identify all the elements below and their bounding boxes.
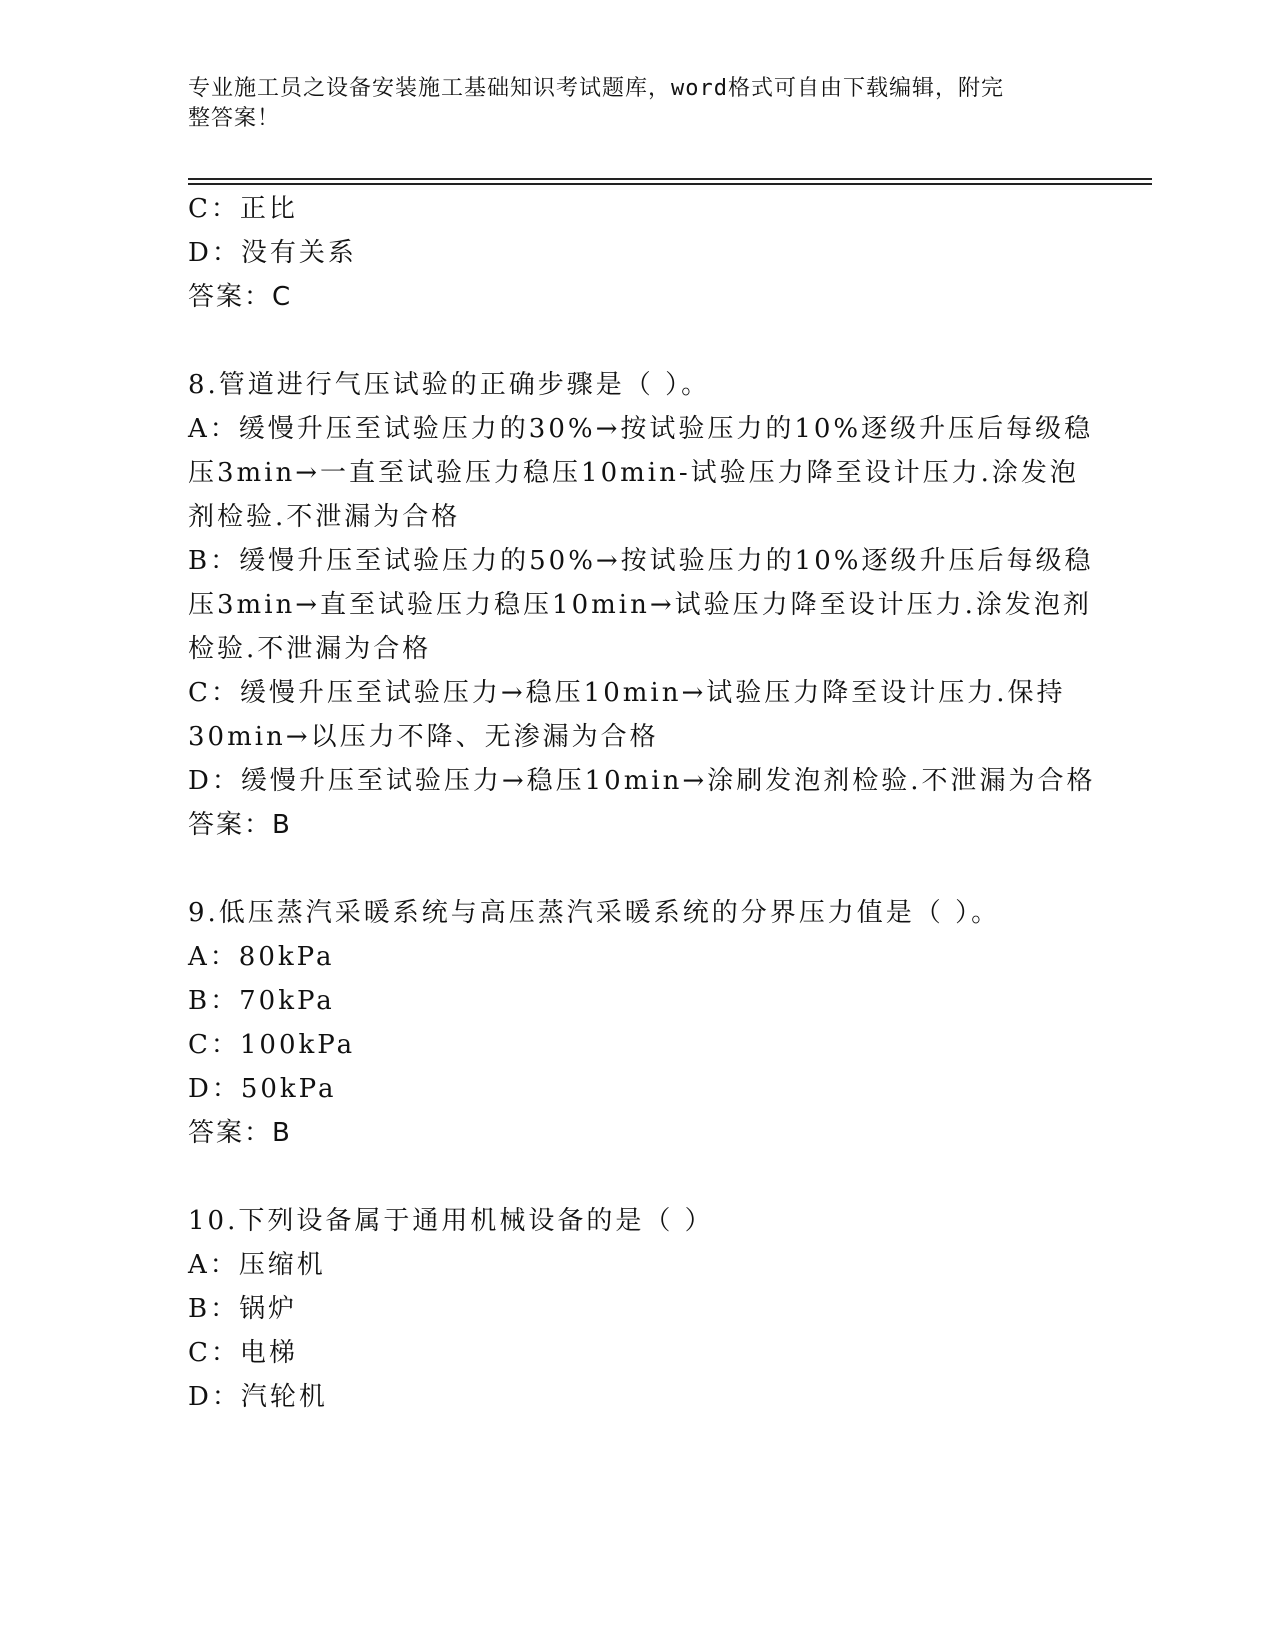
- q8-option-c-line-2: 30min→以压力不降、无渗漏为合格: [188, 722, 659, 752]
- document-header: [188, 74, 1068, 134]
- q10-stem: 10.下列设备属于通用机械设备的是（ ）: [188, 1206, 714, 1236]
- q7-answer: 答案：C: [188, 282, 293, 312]
- q9-answer: 答案：B: [188, 1118, 292, 1148]
- q8-option-c-line-1: C：缓慢升压至试验压力→稳压10min→试验压力降至设计压力.保持: [188, 678, 1066, 708]
- q8-option-b-line-1: B：缓慢升压至试验压力的50%→按试验压力的10%逐级升压后每级稳: [188, 546, 1094, 576]
- q10-option-a: A：压缩机: [188, 1250, 326, 1280]
- q8-option-d: D：缓慢升压至试验压力→稳压10min→涂刷发泡剂检验.不泄漏为合格: [188, 766, 1096, 796]
- q8-option-b-line-3: 检验.不泄漏为合格: [188, 634, 432, 664]
- q9-option-d: D：50kPa: [188, 1074, 337, 1104]
- q10-option-b: B：锅炉: [188, 1294, 298, 1324]
- q9-option-b: B：70kPa: [188, 986, 335, 1016]
- q8-option-b-line-2: 压3min→直至试验压力稳压10min→试验压力降至设计压力.涂发泡剂: [188, 590, 1092, 620]
- q8-option-a-line-2: 压3min→一直至试验压力稳压10min-试验压力降至设计压力.涂发泡: [188, 458, 1079, 488]
- header-line-1: 专业施工员之设备安装施工基础知识考试题库，word格式可自由下载编辑，附完: [188, 76, 1004, 101]
- q9-option-c: C：100kPa: [188, 1030, 356, 1060]
- q8-stem: 8.管道进行气压试验的正确步骤是（ ）。: [188, 370, 711, 400]
- header-divider-top: [188, 178, 1152, 180]
- q7-option-d: D：没有关系: [188, 238, 357, 268]
- q7-option-c: C：正比: [188, 194, 298, 224]
- q9-option-a: A：80kPa: [188, 942, 335, 972]
- q10-option-c: C：电梯: [188, 1338, 298, 1368]
- q8-option-a-line-1: A：缓慢升压至试验压力的30%→按试验压力的10%逐级升压后每级稳: [188, 414, 1094, 444]
- q10-option-d: D：汽轮机: [188, 1382, 328, 1412]
- q8-option-a-line-3: 剂检验.不泄漏为合格: [188, 502, 461, 532]
- q9-stem: 9.低压蒸汽采暖系统与高压蒸汽采暖系统的分界压力值是（ ）。: [188, 898, 1001, 928]
- header-divider-bottom: [188, 183, 1152, 185]
- header-line-2: 整答案！: [188, 106, 281, 131]
- q8-answer: 答案：B: [188, 810, 292, 840]
